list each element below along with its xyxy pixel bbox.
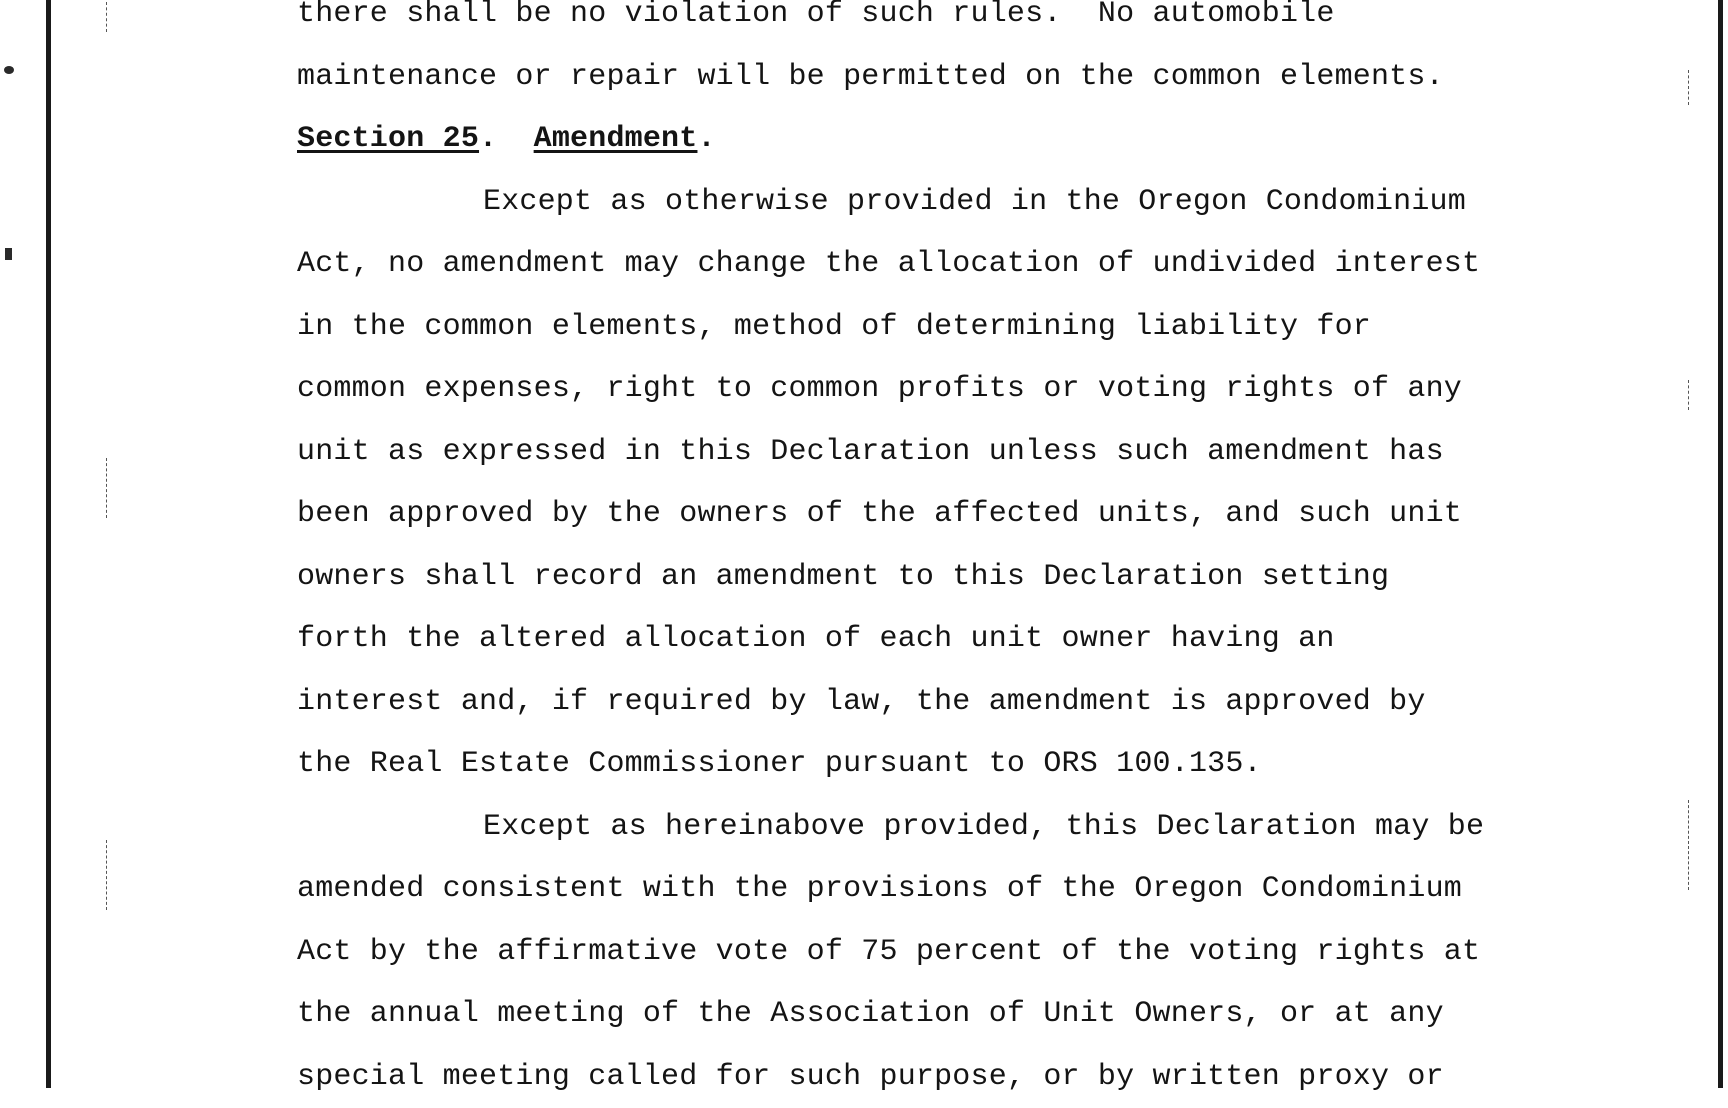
text-line: interest and, if required by law, the amendment is approved by <box>297 671 1497 734</box>
scan-mark <box>106 840 108 910</box>
text-line: been approved by the owners of the affected units, and such unit <box>297 483 1497 546</box>
text-line: common expenses, right to common profits or voting rights of any <box>297 358 1497 421</box>
scan-speck <box>5 248 12 260</box>
paragraph-first-line: Except as hereinabove provided, this Declaration may be <box>297 796 1497 859</box>
text-line: there shall be no violation of such rules. No automobile <box>297 0 1497 46</box>
scan-speck <box>4 66 14 74</box>
scan-border-right <box>1718 0 1723 1088</box>
section-title: Amendment <box>534 122 698 156</box>
scan-mark <box>1688 70 1690 105</box>
scan-mark <box>1688 800 1690 890</box>
scan-mark <box>106 2 108 32</box>
text-line: the annual meeting of the Association of Unit Owners, or at any <box>297 983 1497 1046</box>
text-line: special meeting called for such purpose, or by written proxy or <box>297 1046 1497 1108</box>
text-line: Act by the affirmative vote of 75 percent of the voting rights at <box>297 921 1497 984</box>
scan-border-left <box>46 0 51 1088</box>
scan-mark <box>106 458 108 518</box>
text-line: unit as expressed in this Declaration unless such amendment has <box>297 421 1497 484</box>
text-line: amended consistent with the provisions of the Oregon Condominium <box>297 858 1497 921</box>
text-line: maintenance or repair will be permitted on the common elements. <box>297 46 1497 109</box>
document-body <box>297 0 1497 1108</box>
section-heading: Section 25. Amendment. <box>297 108 1497 171</box>
text-line: in the common elements, method of determining liability for <box>297 296 1497 359</box>
section-number: Section 25 <box>297 122 479 156</box>
paragraph-first-line: Except as otherwise provided in the Oregon Condominium <box>297 171 1497 234</box>
scan-mark <box>1688 380 1690 410</box>
text-line: Act, no amendment may change the allocation of undivided interest <box>297 233 1497 296</box>
text-line: the Real Estate Commissioner pursuant to ORS 100.135. <box>297 733 1497 796</box>
text-line: forth the altered allocation of each unit owner having an <box>297 608 1497 671</box>
text-line: owners shall record an amendment to this Declaration setting <box>297 546 1497 609</box>
